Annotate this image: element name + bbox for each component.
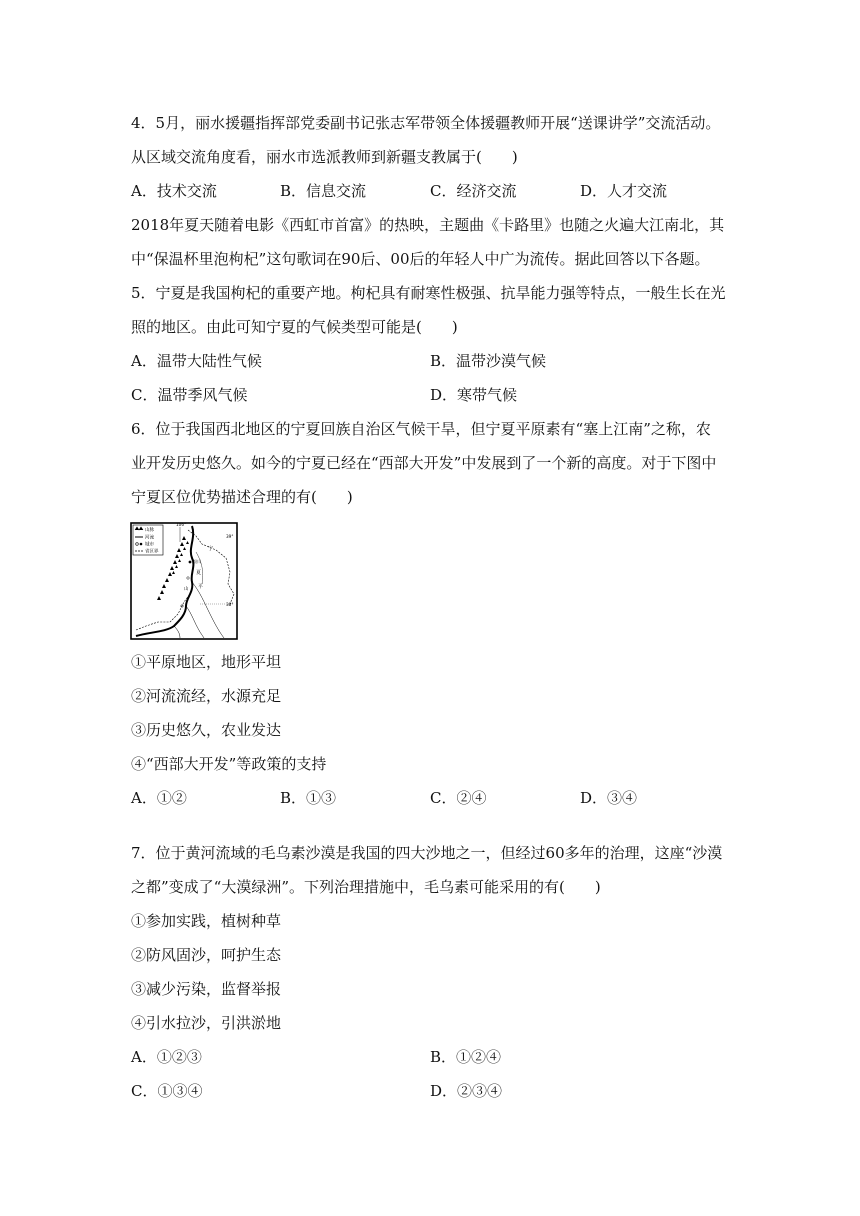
q6-stem-line1: 6．位于我国西北地区的宁夏回族自治区气候干旱，但宁夏平原素有“塞上江南”之称，农 <box>131 420 711 438</box>
place-label-ning: 宁 <box>208 546 214 552</box>
place-label-yinchuan: 银川 <box>193 559 201 564</box>
q7-item-3: ③减少污染，监督举报 <box>131 980 282 998</box>
latitude-label-39: 39° <box>226 534 234 539</box>
q4-option-d: D．人才交流 <box>580 182 668 200</box>
q7-option-d: D．②③④ <box>430 1082 503 1100</box>
q7-item-1: ①参加实践，植树种草 <box>131 912 282 930</box>
legend-mountain-label: 山脉 <box>145 528 154 533</box>
q7-stem-line2: 之都”变成了“大漠绿洲”。下列治理措施中，毛乌素可能采用的有( ) <box>131 878 601 896</box>
q4-option-a: A．技术交流 <box>131 182 217 200</box>
longitude-label: 106° <box>176 522 187 527</box>
q5-stem-line1: 5．宁夏是我国枸杞的重要产地。枸杞具有耐寒性极强、抗旱能力强等特点，一般生长在光 <box>131 284 726 302</box>
q7-item-4: ④引水拉沙，引洪淤地 <box>131 1014 282 1032</box>
q6-stem-line2: 业开发历史悠久。如今的宁夏已经在“西部大开发”中发展到了一个新的高度。对于下图中 <box>131 454 717 472</box>
q5-option-d: D．寒带气候 <box>430 386 518 404</box>
q6-item-3: ③历史悠久，农业发达 <box>131 721 282 739</box>
q6-stem-line3: 宁夏区位优势描述合理的有( ) <box>131 488 353 506</box>
legend-city-label: 城市 <box>145 542 154 548</box>
place-label-ping: 平 <box>198 584 204 590</box>
intro-line1: 2018年夏天随着电影《西虹市首富》的热映，主题曲《卡路里》也随之火遍大江南北，其 <box>131 216 725 234</box>
q6-option-a: A．①② <box>131 789 187 807</box>
q4-stem-line1: 4．5月，丽水援疆指挥部党委副书记张志军带领全体援疆教师开展“送课讲学”交流活动。 <box>131 114 721 132</box>
q4-option-b: B．信息交流 <box>280 182 367 200</box>
q7-option-c: C．①③④ <box>131 1082 203 1100</box>
q4-stem-line2: 从区域交流角度看，丽水市选派教师到新疆支教属于( ) <box>131 148 518 166</box>
q4-option-c: C．经济交流 <box>430 182 517 200</box>
q5-option-b: B．温带沙漠气候 <box>430 352 547 370</box>
place-label-shan: 山 <box>184 587 189 592</box>
q6-option-b: B．①③ <box>280 789 337 807</box>
q7-option-a: A．①②③ <box>131 1048 202 1066</box>
q7-item-2: ②防风固沙，呵护生态 <box>131 946 282 964</box>
latitude-label-38: 38° <box>226 602 234 607</box>
q6-item-2: ②河流流经，水源充足 <box>131 687 282 705</box>
q7-option-b: B．①②④ <box>430 1048 502 1066</box>
q5-option-c: C．温带季风气候 <box>131 386 248 404</box>
place-label-xia: 夏 <box>196 570 202 576</box>
q6-item-4: ④“西部大开发”等政策的支持 <box>131 755 327 773</box>
q5-stem-line2: 照的地区。由此可知宁夏的气候类型可能是( ) <box>131 318 458 336</box>
legend-border-label: 省区界 <box>145 549 159 555</box>
q5-option-a: A．温带大陆性气候 <box>131 352 262 370</box>
legend-river-label: 河流 <box>145 535 154 541</box>
intro-line2: 中“保温杯里泡枸杞”这句歌词在90后、00后的年轻人中广为流传。据此回答以下各题。 <box>131 250 710 268</box>
q6-option-c: C．②④ <box>430 789 487 807</box>
q6-option-d: D．③④ <box>580 789 638 807</box>
ningxia-map <box>130 522 238 640</box>
q7-stem-line1: 7．位于黄河流域的毛乌素沙漠是我国的四大沙地之一，但经过60多年的治理，这座“沙漠 <box>131 844 723 862</box>
q6-item-1: ①平原地区，地形平坦 <box>131 653 282 671</box>
